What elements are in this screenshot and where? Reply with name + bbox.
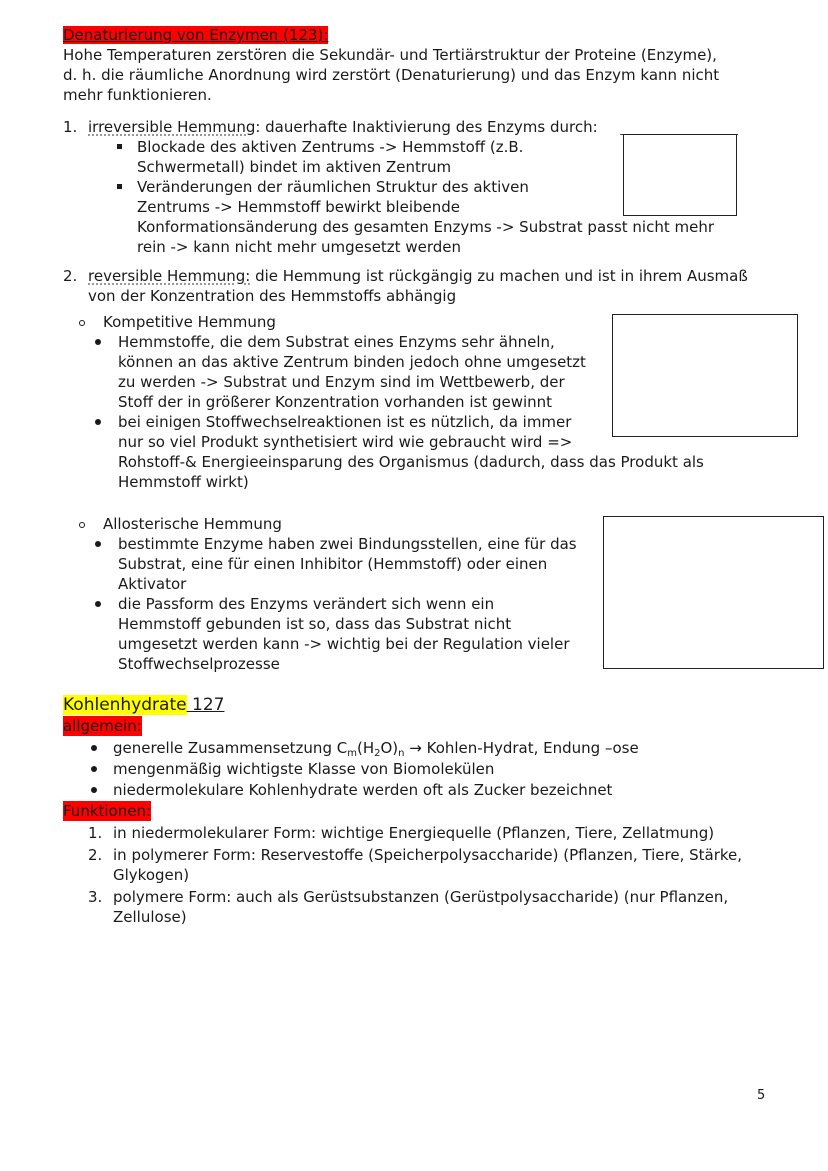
list-item: Zentrums -> Hemmstoff bewirkt bleibende xyxy=(137,198,460,216)
list-item: nur so viel Produkt synthetisiert wird wie gebraucht wird => xyxy=(118,433,573,451)
intro-line: Hohe Temperaturen zerstören die Sekundär- und Tertiärstruktur der Proteine (Enzyme), xyxy=(63,46,717,64)
bullet-icon xyxy=(91,787,97,793)
subheading-kompetitiv: Kompetitive Hemmung xyxy=(103,313,276,331)
intro-line: mehr funktionieren. xyxy=(63,86,212,104)
list-number: 2. xyxy=(63,267,78,285)
list-item: Zellulose) xyxy=(113,908,187,926)
list-item: rein -> kann nicht mehr umgesetzt werden xyxy=(137,238,461,256)
list-item: Aktivator xyxy=(118,575,187,593)
bullet-icon xyxy=(95,339,101,345)
image-placeholder-box xyxy=(623,134,737,216)
list-item: zu werden -> Substrat und Enzym sind im Wettbewerb, der xyxy=(118,373,565,391)
list-item: die Passform des Enzyms verändert sich wenn ein xyxy=(118,595,495,613)
list-item: polymere Form: auch als Gerüstsubstanzen (Gerüstpolysaccharide) (nur Pflanzen, xyxy=(113,888,729,906)
list-number: 3. xyxy=(88,888,103,906)
label-allgemein: allgemein: xyxy=(63,717,142,735)
list-item: Hemmstoffe, die dem Substrat eines Enzyms sehr ähneln, xyxy=(118,333,555,351)
bullet-icon xyxy=(91,766,97,772)
list-number: 1. xyxy=(63,118,78,136)
list-item: mengenmäßig wichtigste Klasse von Biomolekülen xyxy=(113,760,495,778)
bullet-icon xyxy=(95,419,101,425)
list-item: Stoff der in größerer Konzentration vorhanden ist gewinnt xyxy=(118,393,553,411)
list-item: Schwermetall) bindet im aktiven Zentrum xyxy=(137,158,452,176)
list-item: bestimmte Enzyme haben zwei Bindungsstellen, eine für das xyxy=(118,535,577,553)
list-item: bei einigen Stoffwechselreaktionen ist es nützlich, da immer xyxy=(118,413,572,431)
image-placeholder-box xyxy=(612,314,798,437)
irreversible-heading: irreversible Hemmung: dauerhafte Inaktivierung des Enzyms durch: xyxy=(88,118,598,136)
list-item: in niedermolekularer Form: wichtige Energiequelle (Pflanzen, Tiere, Zellatmung) xyxy=(113,824,715,842)
bullet-icon xyxy=(91,745,97,751)
section-heading-denaturierung: Denaturierung von Enzymen (123): xyxy=(63,26,329,44)
list-item: Hemmstoff wirkt) xyxy=(118,473,249,491)
list-item: Konformationsänderung des gesamten Enzyms -> Substrat passt nicht mehr xyxy=(137,218,715,236)
list-number: 2. xyxy=(88,846,103,864)
list-item: können an das aktive Zentrum binden jedoch ohne umgesetzt xyxy=(118,353,586,371)
circle-bullet-icon xyxy=(79,320,85,326)
list-number: 1. xyxy=(88,824,103,842)
list-item: niedermolekulare Kohlenhydrate werden oft als Zucker bezeichnet xyxy=(113,781,613,799)
list-item: Rohstoff-& Energieeinsparung des Organismus (dadurch, dass das Produkt als xyxy=(118,453,704,471)
square-bullet-icon xyxy=(117,144,122,149)
list-item: Substrat, eine für einen Inhibitor (Hemmstoff) oder einen xyxy=(118,555,548,573)
reversible-heading: reversible Hemmung: die Hemmung ist rückgängig zu machen und ist in ihrem Ausmaß xyxy=(88,267,748,285)
list-item: Glykogen) xyxy=(113,866,190,884)
intro-line: d. h. die räumliche Anordnung wird zerstört (Denaturierung) und das Enzym kann nicht xyxy=(63,66,720,84)
label-funktionen: Funktionen: xyxy=(63,802,152,820)
list-item: generelle Zusammensetzung $C_m(H_2O)_n$ → Kohlen-Hydrat, Endung –ose xyxy=(113,739,639,759)
bullet-icon xyxy=(95,601,101,607)
bullet-icon xyxy=(95,541,101,547)
section-heading-kohlenhydrate: Kohlenhydrate 127 xyxy=(63,695,225,715)
list-item: in polymerer Form: Reservestoffe (Speicherpolysaccharide) (Pflanzen, Tiere, Stärke, xyxy=(113,846,743,864)
page-number: 5 xyxy=(757,1088,766,1103)
list-item: Stoffwechselprozesse xyxy=(118,655,280,673)
circle-bullet-icon xyxy=(79,522,85,528)
image-placeholder-box xyxy=(603,516,824,669)
list-item: Veränderungen der räumlichen Struktur des aktiven xyxy=(137,178,529,196)
reversible-heading-cont: von der Konzentration des Hemmstoffs abhängig xyxy=(88,287,457,305)
square-bullet-icon xyxy=(117,184,122,189)
list-item: Hemmstoff gebunden ist so, dass das Substrat nicht xyxy=(118,615,512,633)
subheading-allosterisch: Allosterische Hemmung xyxy=(103,515,282,533)
list-item: umgesetzt werden kann -> wichtig bei der Regulation vieler xyxy=(118,635,570,653)
list-item: Blockade des aktiven Zentrums -> Hemmstoff (z.B. xyxy=(137,138,524,156)
